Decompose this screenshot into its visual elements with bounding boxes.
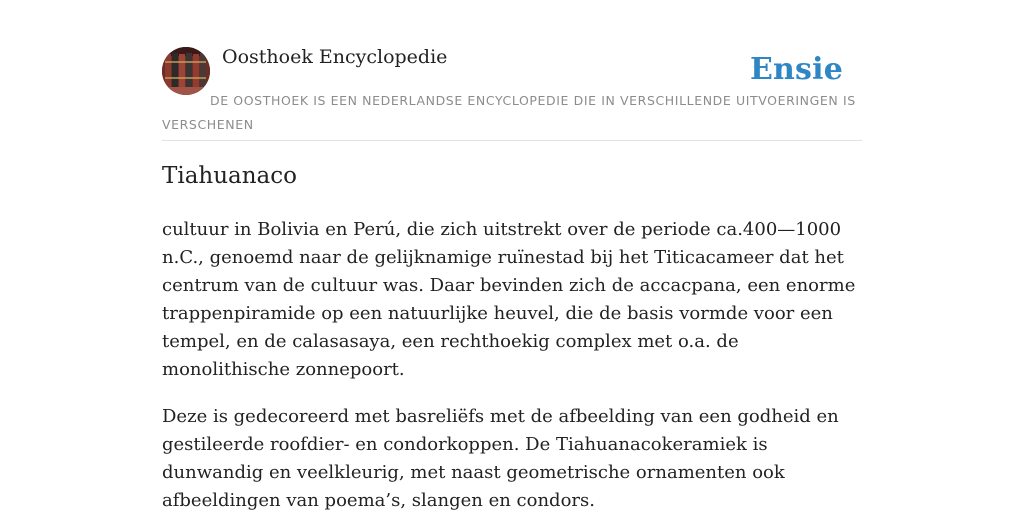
article-paragraph: cultuur in Bolivia en Perú, die zich uitstrekt over de periode ca.400—1000 n.C., genoemd naar de gelijknamige ruïnestad bij het Titicacameer dat het centrum van de cultuur was. Daar bevinden zich de accacpana, een enorme trappenpiramide op een natuurlijke heuvel, die de basis vormde voor een tempel, en de calasasaya, een rechthoekig complex met o.a. de monolithische zonnepoort. <box>162 219 856 380</box>
article-body <box>162 216 864 512</box>
article-title: Tiahuanaco <box>162 163 298 189</box>
page <box>162 0 862 511</box>
site-tagline: DE OOSTHOEK IS EEN NEDERLANDSE ENCYCLOPEDIE DIE IN VERSCHILLENDE UITVOERINGEN IS VERSCHENEN <box>162 93 856 132</box>
site-name[interactable]: Oosthoek Encyclopedie <box>222 46 448 68</box>
book-spines-icon <box>162 47 210 95</box>
article-paragraph: Deze is gedecoreerd met basreliëfs met de afbeelding van een godheid en gestileerde roofdier- en condorkoppen. De Tiahuanacokeramiek is dunwandig en veelkleurig, met naast geometrische ornamenten ook afbeeldingen van poema’s, slangen en condors. <box>162 406 839 511</box>
avatar[interactable] <box>162 47 210 95</box>
ensie-logo[interactable]: Ensie <box>749 52 843 87</box>
header <box>162 0 862 141</box>
